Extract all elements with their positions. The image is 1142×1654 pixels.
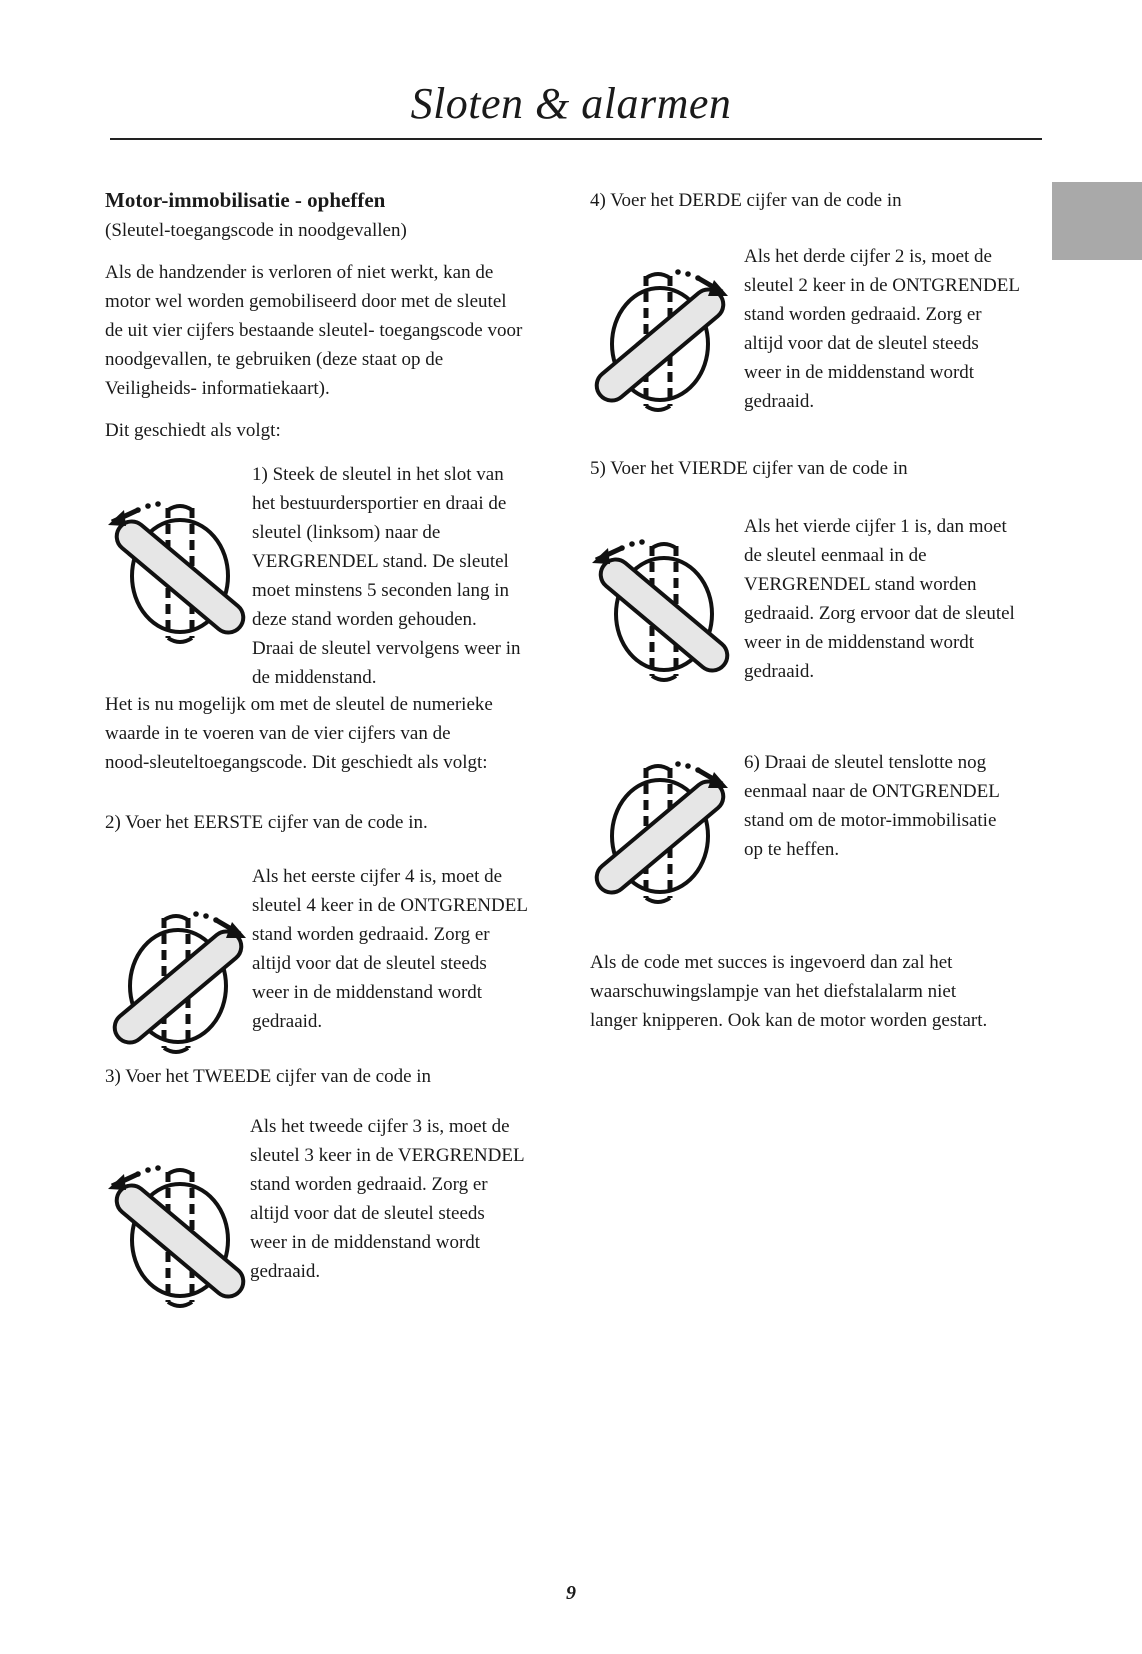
text-line: Als het derde cijfer 2 is, moet de bbox=[744, 246, 992, 267]
text-line: nood-sleuteltoegangscode. Dit geschiedt als volgt: bbox=[105, 752, 488, 773]
text-line: 1) Steek de sleutel in het slot van bbox=[252, 464, 504, 485]
key-turn-lock-icon bbox=[108, 1152, 248, 1312]
text-line: eenmaal naar de ONTGRENDEL bbox=[744, 781, 1000, 802]
text-line: stand worden gedraaid. Zorg er bbox=[250, 1174, 488, 1195]
step-6-text bbox=[744, 748, 1044, 864]
text-line: stand om de motor-immobilisatie bbox=[744, 810, 997, 831]
text-line: gedraaid. bbox=[744, 661, 815, 682]
key-turn-unlock-icon bbox=[590, 748, 730, 908]
text-line: sleutel 3 keer in de VERGRENDEL bbox=[250, 1145, 525, 1166]
text-line: het bestuurdersportier en draai de bbox=[252, 493, 507, 514]
text-line: gedraaid. bbox=[252, 1011, 323, 1032]
step-4-text bbox=[744, 242, 1044, 416]
step-4-heading: 4) Voer het DERDE cijfer van de code in bbox=[590, 190, 902, 211]
proceed-text: Dit geschiedt als volgt: bbox=[105, 420, 281, 441]
text-line: weer in de middenstand wordt bbox=[250, 1232, 481, 1253]
step-3-heading: 3) Voer het TWEEDE cijfer van de code in bbox=[105, 1066, 432, 1087]
key-turn-lock-icon bbox=[108, 488, 248, 648]
text-line: sleutel (linksom) naar de bbox=[252, 522, 441, 543]
text-line: VERGRENDEL stand worden bbox=[744, 574, 977, 595]
text-line: de uit vier cijfers bestaande sleutel- toegangscode voor bbox=[105, 320, 523, 341]
text-line: Als de code met succes is ingevoerd dan zal het bbox=[590, 952, 953, 973]
section-subheading: (Sleutel-toegangscode in noodgevallen) bbox=[105, 220, 407, 241]
text-line: op te heffen. bbox=[744, 839, 840, 860]
text-line: stand worden gedraaid. Zorg er bbox=[252, 924, 490, 945]
text-line: gedraaid. bbox=[744, 391, 815, 412]
section-tab-marker bbox=[1052, 182, 1142, 260]
title-divider bbox=[110, 138, 1042, 140]
text-line: Veiligheids- informatiekaart). bbox=[105, 378, 330, 399]
text-line: gedraaid. Zorg ervoor dat de sleutel bbox=[744, 603, 1015, 624]
step-3-text bbox=[250, 1112, 540, 1286]
text-line: Het is nu mogelijk om met de sleutel de numerieke bbox=[105, 694, 493, 715]
step-5-heading: 5) Voer het VIERDE cijfer van de code in bbox=[590, 458, 908, 479]
text-line: stand worden gedraaid. Zorg er bbox=[744, 304, 982, 325]
text-line: de middenstand. bbox=[252, 667, 377, 688]
text-line: weer in de middenstand wordt bbox=[744, 632, 975, 653]
page-title: Sloten & alarmen bbox=[410, 79, 732, 128]
key-turn-lock-icon bbox=[592, 526, 732, 686]
step-5-text bbox=[744, 512, 1044, 686]
after-step-1-paragraph bbox=[105, 690, 565, 777]
text-line: weer in de middenstand wordt bbox=[252, 982, 483, 1003]
text-line: deze stand worden gehouden. bbox=[252, 609, 477, 630]
text-line: Als het vierde cijfer 1 is, dan moet bbox=[744, 516, 1007, 537]
key-turn-unlock-icon bbox=[108, 898, 248, 1058]
text-line: altijd voor dat de sleutel steeds bbox=[252, 953, 487, 974]
text-line: motor wel worden gemobiliseerd door met de sleutel bbox=[105, 291, 507, 312]
step-2-heading: 2) Voer het EERSTE cijfer van de code in. bbox=[105, 812, 428, 833]
page-number: 9 bbox=[566, 1582, 576, 1604]
text-line: Als het eerste cijfer 4 is, moet de bbox=[252, 866, 503, 887]
step-1-text bbox=[252, 460, 542, 692]
text-line: weer in de middenstand wordt bbox=[744, 362, 975, 383]
intro-paragraph bbox=[105, 258, 565, 403]
text-line: sleutel 2 keer in de ONTGRENDEL bbox=[744, 275, 1020, 296]
result-paragraph bbox=[590, 948, 1050, 1035]
text-line: de sleutel eenmaal in de bbox=[744, 545, 927, 566]
text-line: Draai de sleutel vervolgens weer in bbox=[252, 638, 521, 659]
text-line: altijd voor dat de sleutel steeds bbox=[250, 1203, 485, 1224]
text-line: Als het tweede cijfer 3 is, moet de bbox=[250, 1116, 510, 1137]
text-line: moet minstens 5 seconden lang in bbox=[252, 580, 509, 601]
text-line: VERGRENDEL stand. De sleutel bbox=[252, 551, 509, 572]
section-heading: Motor-immobilisatie - opheffen bbox=[105, 188, 386, 212]
text-line: langer knipperen. Ook kan de motor worden gestart. bbox=[590, 1010, 988, 1031]
text-line: Als de handzender is verloren of niet werkt, kan de bbox=[105, 262, 494, 283]
text-line: waarschuwingslampje van het diefstalalarm niet bbox=[590, 981, 957, 1002]
text-line: noodgevallen, te gebruiken (deze staat op de bbox=[105, 349, 444, 370]
text-line: waarde in te voeren van de vier cijfers van de bbox=[105, 723, 451, 744]
text-line: 6) Draai de sleutel tenslotte nog bbox=[744, 752, 987, 773]
step-2-text bbox=[252, 862, 542, 1036]
key-turn-unlock-icon bbox=[590, 256, 730, 416]
text-line: gedraaid. bbox=[250, 1261, 321, 1282]
text-line: altijd voor dat de sleutel steeds bbox=[744, 333, 979, 354]
text-line: sleutel 4 keer in de ONTGRENDEL bbox=[252, 895, 528, 916]
